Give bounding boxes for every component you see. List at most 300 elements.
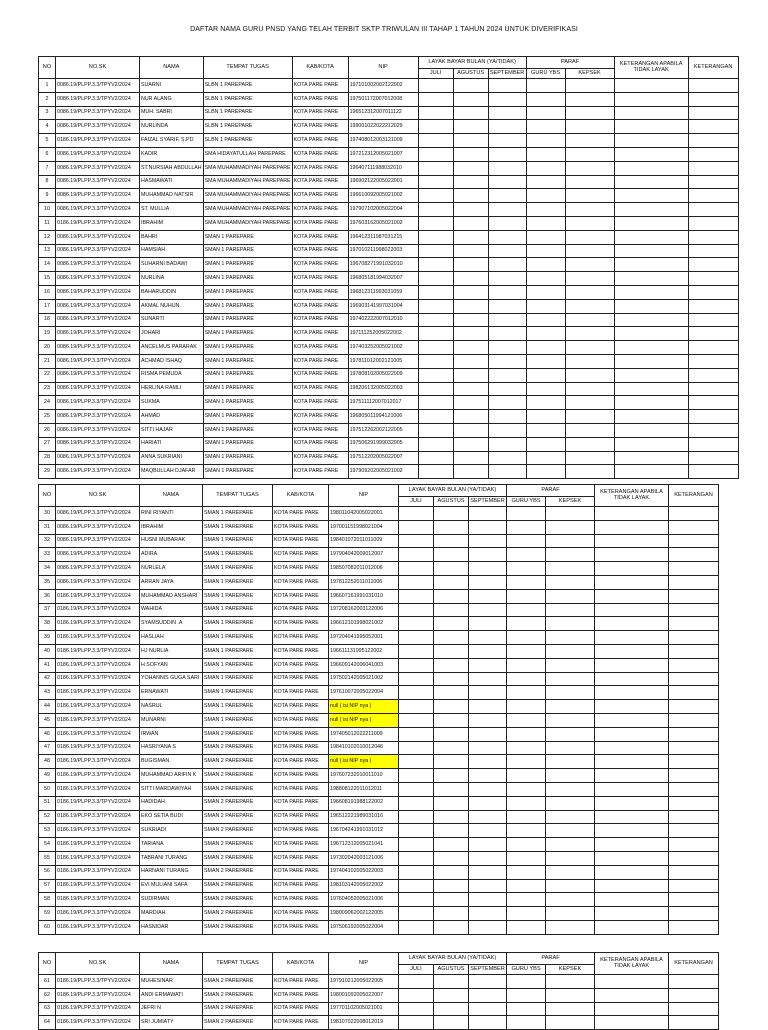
cell-september[interactable] bbox=[488, 189, 526, 203]
cell-kepsek[interactable] bbox=[565, 189, 614, 203]
cell-juli[interactable] bbox=[399, 548, 434, 562]
cell-juli[interactable] bbox=[399, 562, 434, 576]
cell-september[interactable] bbox=[488, 203, 526, 217]
cell-kepsek[interactable] bbox=[565, 396, 614, 410]
cell-agustus[interactable] bbox=[434, 548, 469, 562]
cell-agustus[interactable] bbox=[434, 520, 469, 534]
cell-agustus[interactable] bbox=[434, 617, 469, 631]
cell-keterangan[interactable] bbox=[669, 713, 719, 727]
cell-september[interactable] bbox=[469, 907, 507, 921]
cell-juli[interactable] bbox=[418, 120, 453, 134]
cell-guru-ybs[interactable] bbox=[526, 161, 565, 175]
cell-agustus[interactable] bbox=[453, 423, 488, 437]
cell-keterangan-tidak-layak[interactable] bbox=[614, 396, 688, 410]
cell-september[interactable] bbox=[488, 120, 526, 134]
cell-keterangan-tidak-layak[interactable] bbox=[595, 631, 669, 645]
cell-juli[interactable] bbox=[399, 920, 434, 934]
cell-september[interactable] bbox=[469, 603, 507, 617]
cell-juli[interactable] bbox=[399, 796, 434, 810]
cell-september[interactable] bbox=[469, 644, 507, 658]
cell-juli[interactable] bbox=[418, 313, 453, 327]
cell-juli[interactable] bbox=[399, 1016, 434, 1030]
cell-keterangan-tidak-layak[interactable] bbox=[614, 258, 688, 272]
cell-agustus[interactable] bbox=[453, 396, 488, 410]
cell-kepsek[interactable] bbox=[565, 451, 614, 465]
cell-keterangan[interactable] bbox=[688, 451, 738, 465]
cell-keterangan[interactable] bbox=[688, 423, 738, 437]
cell-keterangan[interactable] bbox=[669, 920, 719, 934]
cell-keterangan[interactable] bbox=[688, 120, 738, 134]
cell-september[interactable] bbox=[469, 507, 507, 521]
cell-guru-ybs[interactable] bbox=[507, 603, 546, 617]
cell-keterangan-tidak-layak[interactable] bbox=[614, 203, 688, 217]
cell-guru-ybs[interactable] bbox=[526, 285, 565, 299]
cell-keterangan[interactable] bbox=[669, 741, 719, 755]
cell-juli[interactable] bbox=[399, 631, 434, 645]
cell-agustus[interactable] bbox=[453, 106, 488, 120]
cell-agustus[interactable] bbox=[434, 507, 469, 521]
cell-guru-ybs[interactable] bbox=[507, 796, 546, 810]
cell-juli[interactable] bbox=[418, 230, 453, 244]
cell-guru-ybs[interactable] bbox=[507, 782, 546, 796]
cell-keterangan[interactable] bbox=[669, 975, 719, 989]
cell-keterangan-tidak-layak[interactable] bbox=[595, 988, 669, 1002]
cell-keterangan-tidak-layak[interactable] bbox=[595, 838, 669, 852]
cell-agustus[interactable] bbox=[434, 686, 469, 700]
cell-keterangan[interactable] bbox=[669, 700, 719, 714]
cell-keterangan-tidak-layak[interactable] bbox=[614, 175, 688, 189]
cell-keterangan[interactable] bbox=[669, 1002, 719, 1016]
cell-keterangan[interactable] bbox=[669, 672, 719, 686]
cell-keterangan[interactable] bbox=[669, 810, 719, 824]
cell-agustus[interactable] bbox=[434, 975, 469, 989]
cell-kepsek[interactable] bbox=[546, 520, 595, 534]
cell-guru-ybs[interactable] bbox=[526, 327, 565, 341]
cell-kepsek[interactable] bbox=[565, 437, 614, 451]
cell-juli[interactable] bbox=[399, 865, 434, 879]
cell-september[interactable] bbox=[469, 796, 507, 810]
cell-agustus[interactable] bbox=[453, 120, 488, 134]
cell-kepsek[interactable] bbox=[546, 769, 595, 783]
cell-juli[interactable] bbox=[399, 727, 434, 741]
cell-kepsek[interactable] bbox=[546, 1016, 595, 1030]
cell-guru-ybs[interactable] bbox=[526, 451, 565, 465]
cell-guru-ybs[interactable] bbox=[526, 230, 565, 244]
cell-kepsek[interactable] bbox=[546, 838, 595, 852]
cell-keterangan-tidak-layak[interactable] bbox=[595, 741, 669, 755]
cell-keterangan[interactable] bbox=[688, 216, 738, 230]
cell-kepsek[interactable] bbox=[565, 327, 614, 341]
cell-keterangan[interactable] bbox=[688, 410, 738, 424]
cell-september[interactable] bbox=[488, 244, 526, 258]
cell-keterangan[interactable] bbox=[688, 258, 738, 272]
cell-september[interactable] bbox=[488, 79, 526, 93]
cell-keterangan-tidak-layak[interactable] bbox=[614, 92, 688, 106]
cell-juli[interactable] bbox=[399, 907, 434, 921]
cell-keterangan-tidak-layak[interactable] bbox=[595, 507, 669, 521]
cell-september[interactable] bbox=[469, 1002, 507, 1016]
cell-september[interactable] bbox=[469, 755, 507, 769]
cell-september[interactable] bbox=[488, 106, 526, 120]
cell-september[interactable] bbox=[469, 810, 507, 824]
cell-september[interactable] bbox=[488, 465, 526, 479]
cell-juli[interactable] bbox=[418, 189, 453, 203]
cell-kepsek[interactable] bbox=[565, 410, 614, 424]
cell-agustus[interactable] bbox=[453, 410, 488, 424]
cell-juli[interactable] bbox=[399, 975, 434, 989]
cell-keterangan-tidak-layak[interactable] bbox=[614, 216, 688, 230]
cell-guru-ybs[interactable] bbox=[507, 975, 546, 989]
cell-juli[interactable] bbox=[399, 879, 434, 893]
cell-guru-ybs[interactable] bbox=[526, 134, 565, 148]
cell-keterangan-tidak-layak[interactable] bbox=[595, 562, 669, 576]
cell-juli[interactable] bbox=[418, 92, 453, 106]
cell-guru-ybs[interactable] bbox=[507, 810, 546, 824]
cell-keterangan-tidak-layak[interactable] bbox=[614, 368, 688, 382]
cell-guru-ybs[interactable] bbox=[507, 575, 546, 589]
cell-agustus[interactable] bbox=[453, 92, 488, 106]
cell-kepsek[interactable] bbox=[546, 824, 595, 838]
cell-keterangan[interactable] bbox=[669, 824, 719, 838]
cell-kepsek[interactable] bbox=[546, 755, 595, 769]
cell-kepsek[interactable] bbox=[565, 230, 614, 244]
cell-kepsek[interactable] bbox=[546, 617, 595, 631]
cell-keterangan-tidak-layak[interactable] bbox=[595, 520, 669, 534]
cell-keterangan-tidak-layak[interactable] bbox=[595, 769, 669, 783]
cell-september[interactable] bbox=[488, 368, 526, 382]
cell-keterangan[interactable] bbox=[669, 686, 719, 700]
cell-guru-ybs[interactable] bbox=[526, 299, 565, 313]
cell-agustus[interactable] bbox=[453, 299, 488, 313]
cell-keterangan[interactable] bbox=[669, 575, 719, 589]
cell-september[interactable] bbox=[488, 272, 526, 286]
cell-guru-ybs[interactable] bbox=[507, 686, 546, 700]
cell-guru-ybs[interactable] bbox=[507, 658, 546, 672]
cell-keterangan[interactable] bbox=[688, 92, 738, 106]
cell-september[interactable] bbox=[469, 686, 507, 700]
cell-juli[interactable] bbox=[418, 396, 453, 410]
cell-keterangan-tidak-layak[interactable] bbox=[595, 824, 669, 838]
cell-kepsek[interactable] bbox=[546, 782, 595, 796]
cell-juli[interactable] bbox=[399, 700, 434, 714]
cell-keterangan[interactable] bbox=[669, 562, 719, 576]
cell-guru-ybs[interactable] bbox=[507, 893, 546, 907]
cell-keterangan[interactable] bbox=[669, 520, 719, 534]
cell-keterangan[interactable] bbox=[688, 313, 738, 327]
cell-keterangan-tidak-layak[interactable] bbox=[614, 230, 688, 244]
cell-keterangan[interactable] bbox=[688, 465, 738, 479]
cell-keterangan[interactable] bbox=[688, 161, 738, 175]
cell-agustus[interactable] bbox=[453, 79, 488, 93]
cell-september[interactable] bbox=[469, 769, 507, 783]
cell-september[interactable] bbox=[469, 865, 507, 879]
cell-kepsek[interactable] bbox=[546, 920, 595, 934]
cell-agustus[interactable] bbox=[453, 313, 488, 327]
cell-agustus[interactable] bbox=[434, 920, 469, 934]
cell-juli[interactable] bbox=[399, 893, 434, 907]
cell-september[interactable] bbox=[469, 920, 507, 934]
cell-keterangan-tidak-layak[interactable] bbox=[595, 920, 669, 934]
cell-agustus[interactable] bbox=[434, 741, 469, 755]
cell-keterangan-tidak-layak[interactable] bbox=[614, 147, 688, 161]
cell-september[interactable] bbox=[488, 382, 526, 396]
cell-keterangan[interactable] bbox=[669, 658, 719, 672]
cell-september[interactable] bbox=[469, 658, 507, 672]
cell-keterangan[interactable] bbox=[688, 368, 738, 382]
cell-keterangan[interactable] bbox=[688, 230, 738, 244]
cell-agustus[interactable] bbox=[434, 631, 469, 645]
cell-keterangan-tidak-layak[interactable] bbox=[595, 589, 669, 603]
cell-september[interactable] bbox=[469, 534, 507, 548]
cell-juli[interactable] bbox=[418, 285, 453, 299]
cell-keterangan[interactable] bbox=[669, 644, 719, 658]
cell-guru-ybs[interactable] bbox=[507, 548, 546, 562]
cell-keterangan-tidak-layak[interactable] bbox=[595, 686, 669, 700]
cell-keterangan-tidak-layak[interactable] bbox=[614, 189, 688, 203]
cell-september[interactable] bbox=[488, 299, 526, 313]
cell-keterangan[interactable] bbox=[669, 907, 719, 921]
cell-kepsek[interactable] bbox=[546, 893, 595, 907]
cell-juli[interactable] bbox=[418, 354, 453, 368]
cell-keterangan[interactable] bbox=[669, 851, 719, 865]
cell-juli[interactable] bbox=[399, 589, 434, 603]
cell-kepsek[interactable] bbox=[565, 134, 614, 148]
cell-keterangan-tidak-layak[interactable] bbox=[595, 893, 669, 907]
cell-keterangan[interactable] bbox=[669, 507, 719, 521]
cell-kepsek[interactable] bbox=[565, 299, 614, 313]
cell-kepsek[interactable] bbox=[546, 603, 595, 617]
cell-juli[interactable] bbox=[399, 520, 434, 534]
cell-september[interactable] bbox=[469, 700, 507, 714]
cell-keterangan[interactable] bbox=[688, 382, 738, 396]
cell-agustus[interactable] bbox=[453, 437, 488, 451]
cell-guru-ybs[interactable] bbox=[507, 534, 546, 548]
cell-guru-ybs[interactable] bbox=[526, 465, 565, 479]
cell-juli[interactable] bbox=[399, 603, 434, 617]
cell-keterangan-tidak-layak[interactable] bbox=[614, 299, 688, 313]
cell-september[interactable] bbox=[469, 589, 507, 603]
cell-keterangan-tidak-layak[interactable] bbox=[595, 879, 669, 893]
cell-juli[interactable] bbox=[399, 782, 434, 796]
cell-agustus[interactable] bbox=[434, 589, 469, 603]
cell-keterangan-tidak-layak[interactable] bbox=[595, 865, 669, 879]
cell-september[interactable] bbox=[488, 396, 526, 410]
cell-keterangan[interactable] bbox=[688, 175, 738, 189]
cell-agustus[interactable] bbox=[453, 161, 488, 175]
cell-agustus[interactable] bbox=[453, 216, 488, 230]
cell-agustus[interactable] bbox=[434, 796, 469, 810]
cell-juli[interactable] bbox=[399, 686, 434, 700]
cell-keterangan[interactable] bbox=[688, 244, 738, 258]
cell-juli[interactable] bbox=[418, 272, 453, 286]
cell-juli[interactable] bbox=[399, 741, 434, 755]
cell-keterangan-tidak-layak[interactable] bbox=[614, 465, 688, 479]
cell-keterangan-tidak-layak[interactable] bbox=[614, 341, 688, 355]
cell-guru-ybs[interactable] bbox=[507, 988, 546, 1002]
cell-guru-ybs[interactable] bbox=[507, 741, 546, 755]
cell-agustus[interactable] bbox=[434, 769, 469, 783]
cell-guru-ybs[interactable] bbox=[526, 203, 565, 217]
cell-agustus[interactable] bbox=[453, 451, 488, 465]
cell-september[interactable] bbox=[488, 313, 526, 327]
cell-keterangan[interactable] bbox=[669, 838, 719, 852]
cell-keterangan[interactable] bbox=[688, 437, 738, 451]
cell-keterangan-tidak-layak[interactable] bbox=[595, 727, 669, 741]
cell-juli[interactable] bbox=[399, 838, 434, 852]
cell-agustus[interactable] bbox=[434, 1002, 469, 1016]
cell-keterangan-tidak-layak[interactable] bbox=[595, 755, 669, 769]
cell-juli[interactable] bbox=[418, 382, 453, 396]
cell-guru-ybs[interactable] bbox=[507, 879, 546, 893]
cell-keterangan-tidak-layak[interactable] bbox=[595, 700, 669, 714]
cell-juli[interactable] bbox=[399, 575, 434, 589]
cell-guru-ybs[interactable] bbox=[507, 507, 546, 521]
cell-juli[interactable] bbox=[418, 175, 453, 189]
cell-juli[interactable] bbox=[418, 341, 453, 355]
cell-kepsek[interactable] bbox=[565, 368, 614, 382]
cell-juli[interactable] bbox=[399, 810, 434, 824]
cell-keterangan[interactable] bbox=[688, 285, 738, 299]
cell-keterangan[interactable] bbox=[688, 106, 738, 120]
cell-agustus[interactable] bbox=[434, 700, 469, 714]
cell-agustus[interactable] bbox=[434, 838, 469, 852]
cell-keterangan[interactable] bbox=[688, 147, 738, 161]
cell-september[interactable] bbox=[469, 1016, 507, 1030]
cell-kepsek[interactable] bbox=[565, 203, 614, 217]
cell-juli[interactable] bbox=[399, 644, 434, 658]
cell-agustus[interactable] bbox=[453, 465, 488, 479]
cell-keterangan[interactable] bbox=[688, 189, 738, 203]
cell-kepsek[interactable] bbox=[546, 562, 595, 576]
cell-guru-ybs[interactable] bbox=[526, 341, 565, 355]
cell-september[interactable] bbox=[469, 617, 507, 631]
cell-juli[interactable] bbox=[418, 203, 453, 217]
cell-keterangan-tidak-layak[interactable] bbox=[614, 451, 688, 465]
cell-september[interactable] bbox=[488, 285, 526, 299]
cell-agustus[interactable] bbox=[453, 285, 488, 299]
cell-keterangan-tidak-layak[interactable] bbox=[614, 120, 688, 134]
cell-kepsek[interactable] bbox=[546, 700, 595, 714]
cell-keterangan[interactable] bbox=[669, 879, 719, 893]
cell-juli[interactable] bbox=[418, 327, 453, 341]
cell-agustus[interactable] bbox=[453, 368, 488, 382]
cell-keterangan-tidak-layak[interactable] bbox=[595, 975, 669, 989]
cell-kepsek[interactable] bbox=[565, 216, 614, 230]
cell-keterangan[interactable] bbox=[669, 988, 719, 1002]
cell-keterangan-tidak-layak[interactable] bbox=[614, 382, 688, 396]
cell-keterangan-tidak-layak[interactable] bbox=[595, 782, 669, 796]
cell-september[interactable] bbox=[488, 230, 526, 244]
cell-agustus[interactable] bbox=[434, 658, 469, 672]
cell-september[interactable] bbox=[488, 134, 526, 148]
cell-guru-ybs[interactable] bbox=[526, 92, 565, 106]
cell-keterangan-tidak-layak[interactable] bbox=[595, 810, 669, 824]
cell-september[interactable] bbox=[469, 893, 507, 907]
cell-kepsek[interactable] bbox=[546, 907, 595, 921]
cell-kepsek[interactable] bbox=[565, 244, 614, 258]
cell-keterangan-tidak-layak[interactable] bbox=[595, 907, 669, 921]
cell-keterangan-tidak-layak[interactable] bbox=[614, 410, 688, 424]
cell-september[interactable] bbox=[469, 879, 507, 893]
cell-keterangan[interactable] bbox=[688, 354, 738, 368]
cell-kepsek[interactable] bbox=[546, 713, 595, 727]
cell-keterangan[interactable] bbox=[669, 1016, 719, 1030]
cell-september[interactable] bbox=[488, 175, 526, 189]
cell-guru-ybs[interactable] bbox=[526, 410, 565, 424]
cell-september[interactable] bbox=[488, 147, 526, 161]
cell-guru-ybs[interactable] bbox=[526, 437, 565, 451]
cell-september[interactable] bbox=[469, 562, 507, 576]
cell-keterangan-tidak-layak[interactable] bbox=[614, 134, 688, 148]
cell-agustus[interactable] bbox=[453, 341, 488, 355]
cell-guru-ybs[interactable] bbox=[507, 700, 546, 714]
cell-agustus[interactable] bbox=[453, 327, 488, 341]
cell-keterangan[interactable] bbox=[669, 755, 719, 769]
cell-agustus[interactable] bbox=[434, 534, 469, 548]
cell-keterangan-tidak-layak[interactable] bbox=[595, 548, 669, 562]
cell-september[interactable] bbox=[488, 410, 526, 424]
cell-kepsek[interactable] bbox=[565, 465, 614, 479]
cell-agustus[interactable] bbox=[434, 782, 469, 796]
cell-kepsek[interactable] bbox=[546, 507, 595, 521]
cell-guru-ybs[interactable] bbox=[526, 354, 565, 368]
cell-kepsek[interactable] bbox=[546, 672, 595, 686]
cell-keterangan-tidak-layak[interactable] bbox=[614, 161, 688, 175]
cell-september[interactable] bbox=[488, 161, 526, 175]
cell-kepsek[interactable] bbox=[565, 147, 614, 161]
cell-keterangan-tidak-layak[interactable] bbox=[614, 354, 688, 368]
cell-kepsek[interactable] bbox=[546, 1002, 595, 1016]
cell-kepsek[interactable] bbox=[546, 644, 595, 658]
cell-keterangan-tidak-layak[interactable] bbox=[595, 617, 669, 631]
cell-agustus[interactable] bbox=[453, 134, 488, 148]
cell-guru-ybs[interactable] bbox=[526, 175, 565, 189]
cell-guru-ybs[interactable] bbox=[507, 851, 546, 865]
cell-agustus[interactable] bbox=[434, 824, 469, 838]
cell-september[interactable] bbox=[488, 437, 526, 451]
cell-juli[interactable] bbox=[399, 534, 434, 548]
cell-keterangan-tidak-layak[interactable] bbox=[595, 851, 669, 865]
cell-september[interactable] bbox=[469, 727, 507, 741]
cell-kepsek[interactable] bbox=[546, 589, 595, 603]
cell-agustus[interactable] bbox=[434, 879, 469, 893]
cell-keterangan-tidak-layak[interactable] bbox=[614, 313, 688, 327]
cell-keterangan[interactable] bbox=[688, 327, 738, 341]
cell-agustus[interactable] bbox=[434, 562, 469, 576]
cell-kepsek[interactable] bbox=[546, 631, 595, 645]
cell-guru-ybs[interactable] bbox=[507, 672, 546, 686]
cell-agustus[interactable] bbox=[434, 575, 469, 589]
cell-keterangan[interactable] bbox=[669, 617, 719, 631]
cell-keterangan[interactable] bbox=[688, 396, 738, 410]
cell-kepsek[interactable] bbox=[546, 988, 595, 1002]
cell-agustus[interactable] bbox=[434, 644, 469, 658]
cell-juli[interactable] bbox=[399, 713, 434, 727]
cell-keterangan-tidak-layak[interactable] bbox=[614, 437, 688, 451]
cell-agustus[interactable] bbox=[453, 382, 488, 396]
cell-guru-ybs[interactable] bbox=[507, 824, 546, 838]
cell-september[interactable] bbox=[469, 741, 507, 755]
cell-keterangan-tidak-layak[interactable] bbox=[595, 534, 669, 548]
cell-keterangan-tidak-layak[interactable] bbox=[614, 272, 688, 286]
cell-guru-ybs[interactable] bbox=[507, 727, 546, 741]
cell-guru-ybs[interactable] bbox=[526, 189, 565, 203]
cell-kepsek[interactable] bbox=[565, 79, 614, 93]
cell-guru-ybs[interactable] bbox=[507, 865, 546, 879]
cell-guru-ybs[interactable] bbox=[526, 106, 565, 120]
cell-keterangan[interactable] bbox=[669, 534, 719, 548]
cell-september[interactable] bbox=[488, 92, 526, 106]
